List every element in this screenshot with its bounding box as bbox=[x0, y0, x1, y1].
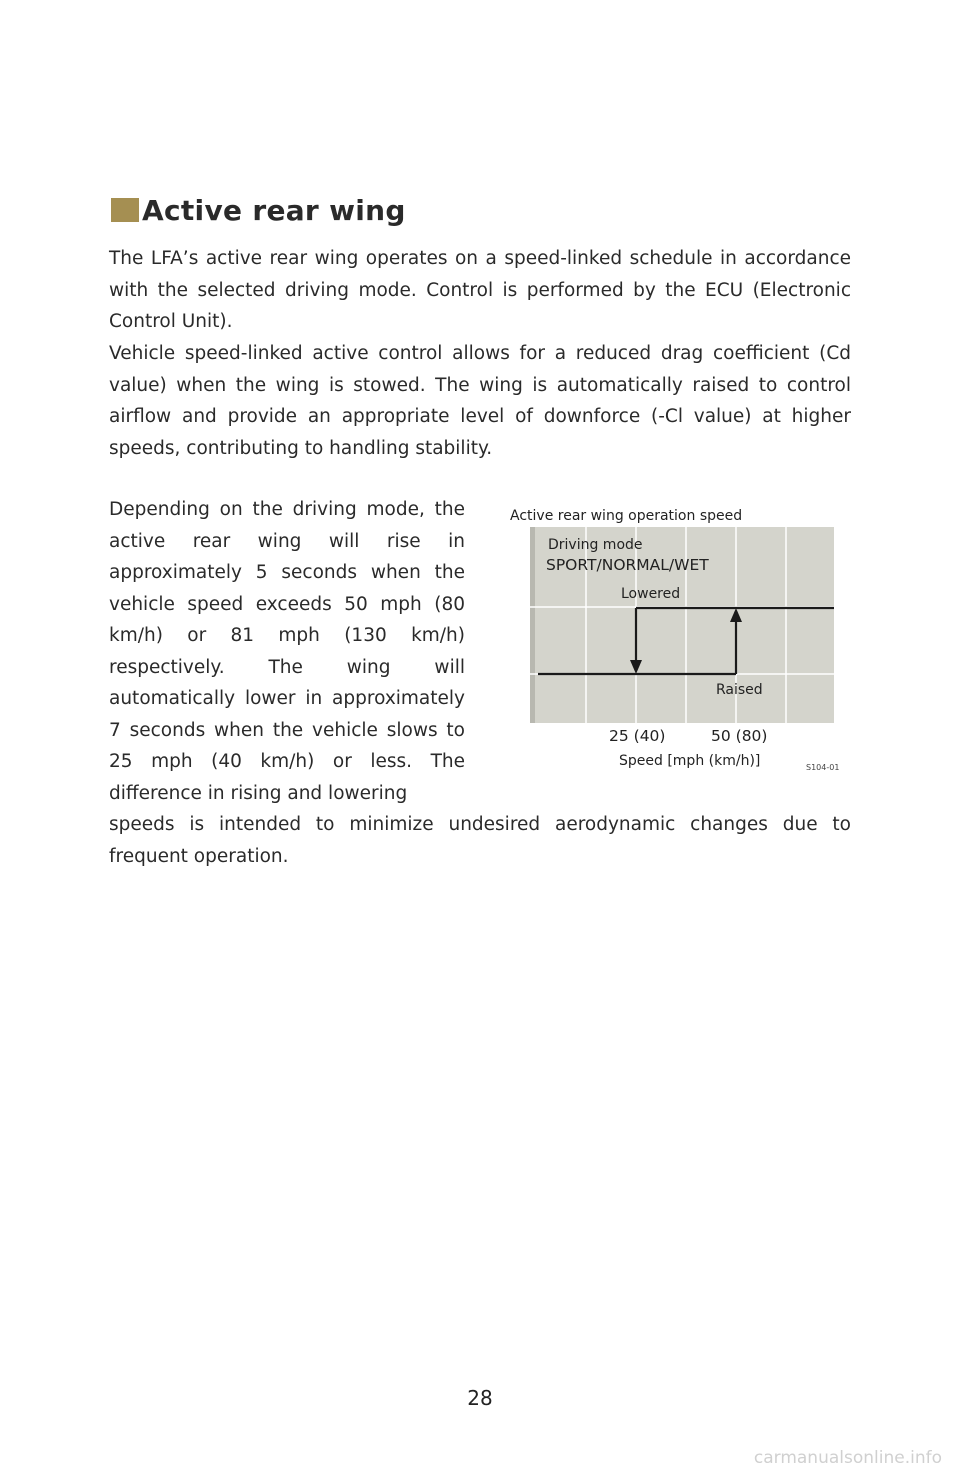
heading-square-icon bbox=[111, 198, 139, 222]
speed-tick-25: 25 (40) bbox=[609, 727, 666, 745]
control-paragraph: Vehicle speed-linked active control allows for a reduced drag coefficient (Cd value) when the wing is stowed. The wing is automatically raised to control airflow and provide an appropriate level of downforce (-Cl value) at higher speeds, contributing to handling stability. bbox=[109, 343, 851, 459]
operation-paragraph-continued: speeds is intended to minimize undesired aerodynamic changes due to frequent operation. bbox=[109, 814, 851, 867]
speed-tick-50: 50 (80) bbox=[711, 727, 768, 745]
driving-mode-value: SPORT/NORMAL/WET bbox=[546, 556, 709, 574]
diagram-left-edge bbox=[530, 527, 535, 723]
intro-paragraph: The LFA’s active rear wing operates on a speed-linked schedule in accordance with the selected driving mode. Control is performed by the ECU (Electronic Control Unit). bbox=[109, 248, 851, 332]
diagram-title: Active rear wing operation speed bbox=[510, 508, 743, 524]
watermark: carmanualsonline.info bbox=[753, 1448, 942, 1468]
operation-paragraph: Depending on the driving mode, the active rear wing will rise in approximately 5 seconds when the vehicle speed exceeds 50 mph (80 km/h) or 81 mph (130 km/h) respectively. The wing will automatically lower in approximately 7 seconds when the vehicle slows to 25 mph (40 km/h) or less. The difference in rising and lowering bbox=[109, 499, 465, 804]
section-title: Active rear wing bbox=[142, 193, 406, 227]
lowered-label: Lowered bbox=[621, 586, 681, 602]
diagram-svg bbox=[500, 500, 845, 780]
driving-mode-label: Driving mode bbox=[548, 537, 643, 553]
speed-axis-label: Speed [mph (km/h)] bbox=[619, 753, 761, 769]
raised-label: Raised bbox=[716, 682, 763, 698]
wing-operation-diagram bbox=[500, 500, 845, 780]
section-heading bbox=[111, 190, 406, 230]
page-number: 28 bbox=[467, 1386, 493, 1410]
figure-code: S104-01 bbox=[806, 763, 840, 772]
